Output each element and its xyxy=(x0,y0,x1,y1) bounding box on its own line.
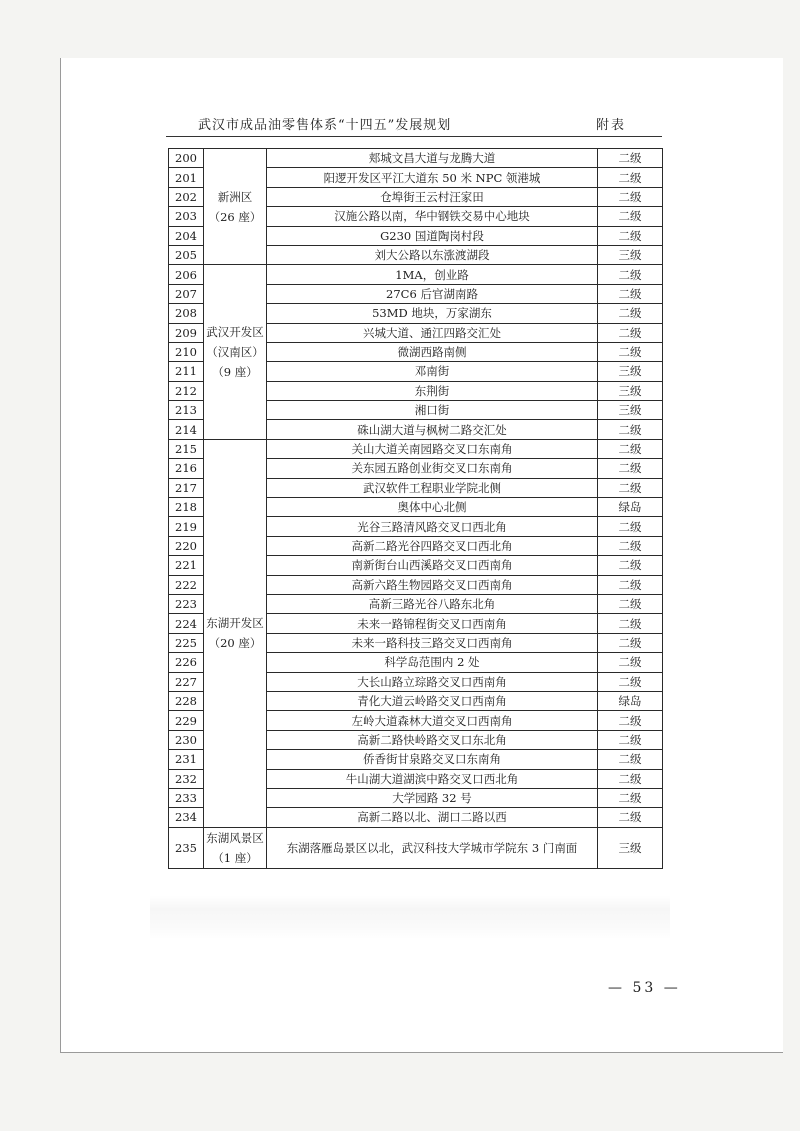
row-number: 222 xyxy=(169,575,204,594)
location-cell: 27C6 后官湖南路 xyxy=(267,284,598,303)
header-rule xyxy=(166,136,662,137)
row-number: 216 xyxy=(169,459,204,478)
table-row xyxy=(169,265,663,284)
table-row xyxy=(169,149,663,168)
row-number: 226 xyxy=(169,653,204,672)
location-cell: 左岭大道森林大道交叉口西南角 xyxy=(267,711,598,730)
location-cell: 高新六路生物园路交叉口西南角 xyxy=(267,575,598,594)
location-cell: 高新三路光谷八路东北角 xyxy=(267,594,598,613)
table-row xyxy=(169,439,663,458)
district-count: （20 座） xyxy=(208,636,262,651)
location-cell: 侨香街甘泉路交叉口东南角 xyxy=(267,750,598,769)
row-number: 200 xyxy=(169,149,204,168)
location-cell: 未来一路锦程街交叉口西南角 xyxy=(267,614,598,633)
grade-cell: 二级 xyxy=(598,769,663,788)
row-number: 220 xyxy=(169,536,204,555)
location-cell: 微湖西路南侧 xyxy=(267,342,598,361)
station-table xyxy=(168,148,663,869)
location-cell: 53MD 地块，万家湖东 xyxy=(267,304,598,323)
grade-cell: 绿岛 xyxy=(598,498,663,517)
district-subname: （汉南区） xyxy=(206,345,264,360)
grade-cell: 二级 xyxy=(598,808,663,827)
location-cell: 奥体中心北侧 xyxy=(267,498,598,517)
table-row xyxy=(169,827,663,868)
district-cell xyxy=(204,265,267,440)
row-number: 230 xyxy=(169,730,204,749)
grade-cell: 二级 xyxy=(598,672,663,691)
grade-cell: 二级 xyxy=(598,730,663,749)
district-cell xyxy=(204,827,267,868)
row-number: 225 xyxy=(169,633,204,652)
location-cell: 汉施公路以南，华中钢铁交易中心地块 xyxy=(267,207,598,226)
location-cell: 大长山路立琮路交叉口西南角 xyxy=(267,672,598,691)
district-count: （9 座） xyxy=(212,365,258,380)
row-number: 207 xyxy=(169,284,204,303)
row-number: 223 xyxy=(169,594,204,613)
grade-cell: 三级 xyxy=(598,401,663,420)
grade-cell: 三级 xyxy=(598,827,663,868)
row-number: 219 xyxy=(169,517,204,536)
row-number: 234 xyxy=(169,808,204,827)
location-cell: G230 国道陶岗村段 xyxy=(267,226,598,245)
row-number: 206 xyxy=(169,265,204,284)
grade-cell: 二级 xyxy=(598,207,663,226)
row-number: 217 xyxy=(169,478,204,497)
row-number: 204 xyxy=(169,226,204,245)
grade-cell: 绿岛 xyxy=(598,691,663,710)
location-cell: 兴城大道、通江四路交汇处 xyxy=(267,323,598,342)
location-cell: 关山大道关南园路交叉口东南角 xyxy=(267,439,598,458)
row-number: 201 xyxy=(169,168,204,187)
row-number: 210 xyxy=(169,342,204,361)
location-cell: 科学岛范围内 2 处 xyxy=(267,653,598,672)
row-number: 203 xyxy=(169,207,204,226)
grade-cell: 二级 xyxy=(598,614,663,633)
row-number: 212 xyxy=(169,381,204,400)
grade-cell: 二级 xyxy=(598,420,663,439)
location-cell: 关东园五路创业街交叉口东南角 xyxy=(267,459,598,478)
district-name: 东湖风景区 xyxy=(206,830,264,845)
grade-cell: 二级 xyxy=(598,304,663,323)
grade-cell: 二级 xyxy=(598,342,663,361)
row-number: 233 xyxy=(169,788,204,807)
location-cell: 邓南街 xyxy=(267,362,598,381)
row-number: 235 xyxy=(169,827,204,868)
row-number: 227 xyxy=(169,672,204,691)
location-cell: 硃山湖大道与枫树二路交汇处 xyxy=(267,420,598,439)
row-number: 211 xyxy=(169,362,204,381)
district-name: 武汉开发区 xyxy=(206,325,264,340)
grade-cell: 二级 xyxy=(598,788,663,807)
row-number: 215 xyxy=(169,439,204,458)
location-cell: 南新街台山西溪路交叉口西南角 xyxy=(267,556,598,575)
district-cell xyxy=(204,149,267,265)
row-number: 224 xyxy=(169,614,204,633)
location-cell: 郏城文昌大道与龙腾大道 xyxy=(267,149,598,168)
row-number: 205 xyxy=(169,245,204,264)
grade-cell: 二级 xyxy=(598,187,663,206)
grade-cell: 二级 xyxy=(598,517,663,536)
grade-cell: 三级 xyxy=(598,245,663,264)
grade-cell: 二级 xyxy=(598,459,663,478)
grade-cell: 二级 xyxy=(598,633,663,652)
grade-cell: 二级 xyxy=(598,575,663,594)
grade-cell: 二级 xyxy=(598,168,663,187)
row-number: 209 xyxy=(169,323,204,342)
row-number: 202 xyxy=(169,187,204,206)
location-cell: 阳逻开发区平江大道东 50 米 NPC 领港城 xyxy=(267,168,598,187)
district-count: （1 座） xyxy=(212,850,258,865)
location-cell: 湘口街 xyxy=(267,401,598,420)
row-number: 231 xyxy=(169,750,204,769)
grade-cell: 二级 xyxy=(598,750,663,769)
grade-cell: 二级 xyxy=(598,265,663,284)
scan-bleed-through xyxy=(150,895,670,940)
location-cell: 大学园路 32 号 xyxy=(267,788,598,807)
grade-cell: 二级 xyxy=(598,653,663,672)
page-header-appendix: 附表 xyxy=(596,118,627,133)
location-cell: 光谷三路清风路交叉口西北角 xyxy=(267,517,598,536)
grade-cell: 二级 xyxy=(598,149,663,168)
location-cell: 未来一路科技三路交叉口西南角 xyxy=(267,633,598,652)
district-name: 东湖开发区 xyxy=(206,616,264,631)
district-count: （26 座） xyxy=(208,209,262,224)
row-number: 228 xyxy=(169,691,204,710)
location-cell: 刘大公路以东涨渡湖段 xyxy=(267,245,598,264)
grade-cell: 二级 xyxy=(598,536,663,555)
page-number: — 53 — xyxy=(608,980,681,996)
location-cell: 仓埠街王云村汪家田 xyxy=(267,187,598,206)
row-number: 229 xyxy=(169,711,204,730)
district-name: 新洲区 xyxy=(217,189,253,204)
location-cell: 青化大道云岭路交叉口西南角 xyxy=(267,691,598,710)
grade-cell: 二级 xyxy=(598,323,663,342)
grade-cell: 二级 xyxy=(598,284,663,303)
grade-cell: 二级 xyxy=(598,226,663,245)
row-number: 213 xyxy=(169,401,204,420)
grade-cell: 三级 xyxy=(598,381,663,400)
grade-cell: 二级 xyxy=(598,439,663,458)
location-cell: 牛山湖大道湖滨中路交叉口西北角 xyxy=(267,769,598,788)
page-header-title: 武汉市成品油零售体系“十四五”发展规划 xyxy=(198,118,452,133)
row-number: 214 xyxy=(169,420,204,439)
grade-cell: 二级 xyxy=(598,478,663,497)
location-cell: 武汉软件工程职业学院北侧 xyxy=(267,478,598,497)
location-cell: 高新二路以北、湖口二路以西 xyxy=(267,808,598,827)
grade-cell: 二级 xyxy=(598,594,663,613)
row-number: 218 xyxy=(169,498,204,517)
location-cell: 东荆街 xyxy=(267,381,598,400)
grade-cell: 三级 xyxy=(598,362,663,381)
district-cell xyxy=(204,439,267,827)
location-cell: 高新二路光谷四路交叉口西北角 xyxy=(267,536,598,555)
location-cell: 1MA，创业路 xyxy=(267,265,598,284)
location-cell: 东湖落雁岛景区以北，武汉科技大学城市学院东 3 门南面 xyxy=(267,827,598,868)
grade-cell: 二级 xyxy=(598,556,663,575)
row-number: 208 xyxy=(169,304,204,323)
row-number: 232 xyxy=(169,769,204,788)
row-number: 221 xyxy=(169,556,204,575)
location-cell: 高新二路快岭路交叉口东北角 xyxy=(267,730,598,749)
grade-cell: 二级 xyxy=(598,711,663,730)
